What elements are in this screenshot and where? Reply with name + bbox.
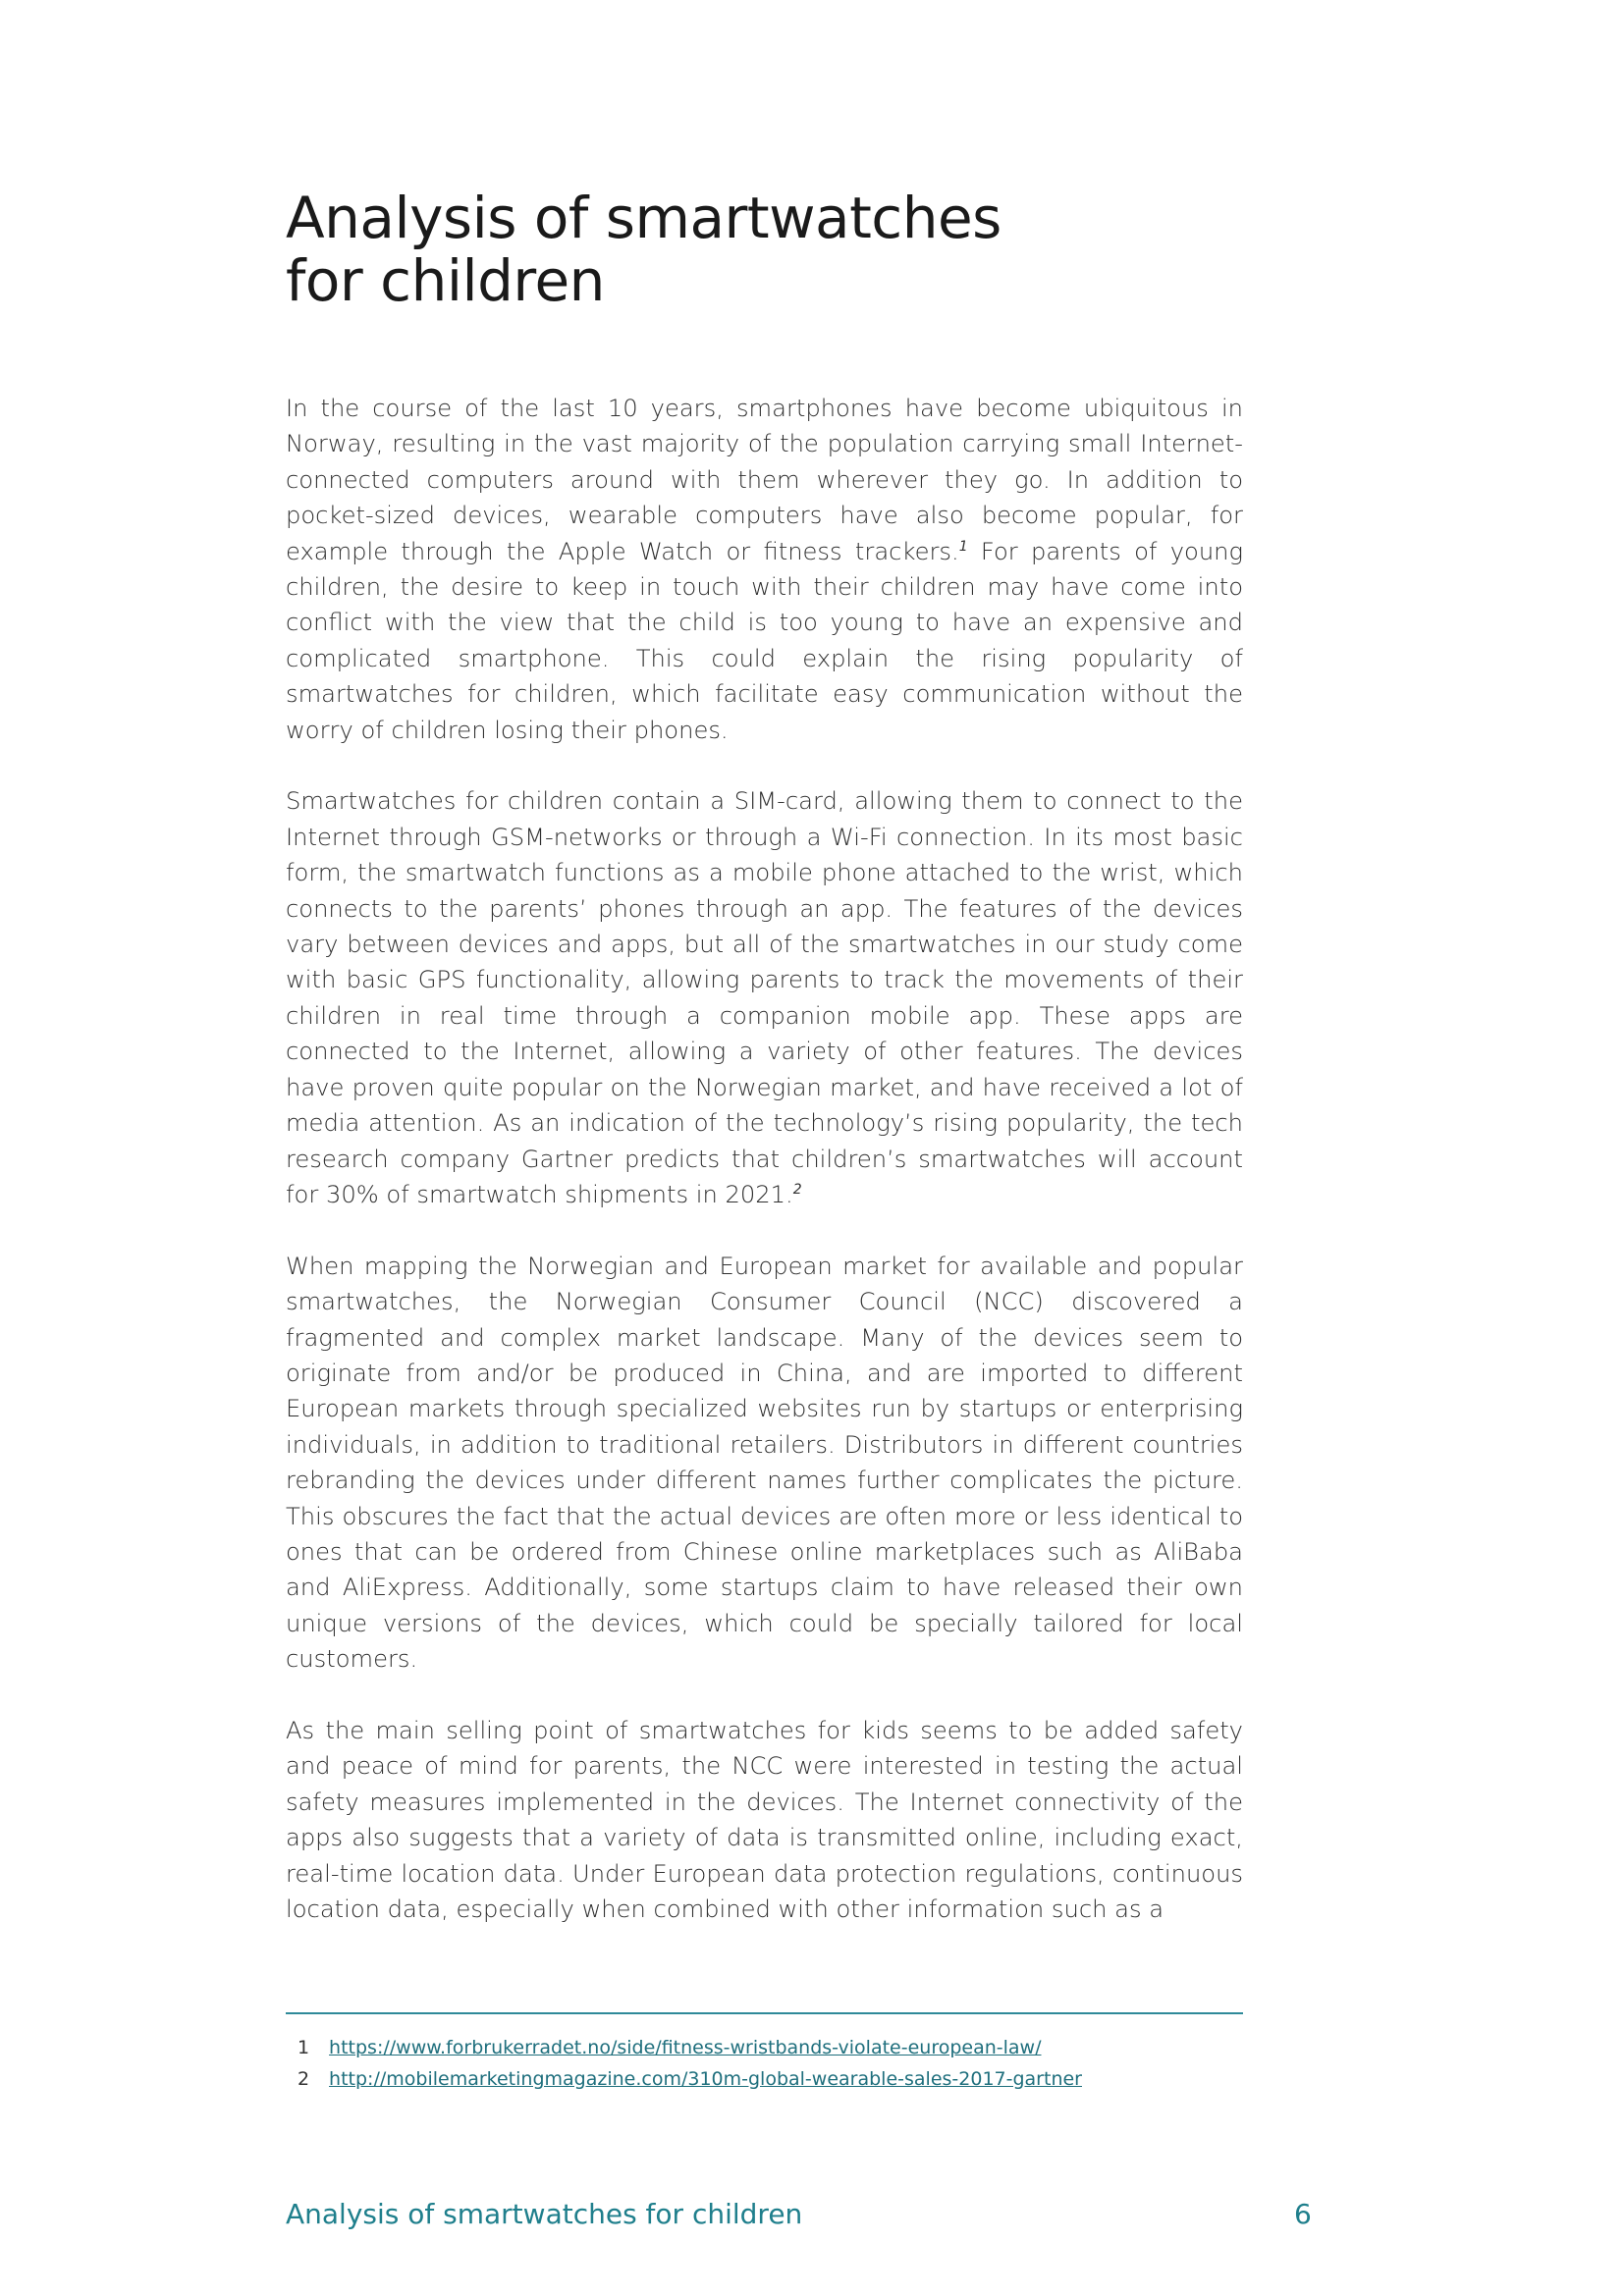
- paragraph-1-text-b: For parents of young children, the desire to keep in touch with their children may have come into conflict with the view that the child is too young to have an expensive and complicated smartphone. This could explain the rising popularity of smartwatches for children, which facilitate easy communication without the worry of children losing their phones.: [286, 537, 1243, 744]
- footnote-link-1[interactable]: https://www.forbrukerradet.no/side/fitness-wristbands-violate-european-law/: [329, 2037, 1042, 2058]
- footnote-1: [298, 2032, 1240, 2063]
- paragraph-4: As the main selling point of smartwatches for kids seems to be added safety and peace of mind for parents, the NCC were interested in testing the actual safety measures implemented in the devices. The Internet connectivity of the apps also suggests that a variety of data is transmitted online, including exact, real-time location data. Under European data protection regulations, continuous location data, especially when combined with other information such as a: [286, 1716, 1243, 1924]
- footnote-ref-1: 1: [958, 538, 968, 555]
- page-title-line-1: Analysis of smartwatches: [286, 185, 1001, 251]
- page-number: 6: [1294, 2198, 1312, 2230]
- paragraph-2-text: Smartwatches for children contain a SIM-card, allowing them to connect to the Internet through GSM-networks or through a Wi-Fi connection. In its most basic form, the smartwatch functions as a mobile phone attached to the wrist, which connects to the parents’ phones through an app. The features of the devices vary between devices and apps, but all of the smartwatches in our study come with basic GPS functionality, allowing parents to track the movements of their children in real time through a companion mobile app. These apps are connected to the Internet, allowing a variety of other features. The devices have proven quite popular on the Norwegian market, and have received a lot of media attention. As an indication of the technology’s rising popularity, the tech research company Gartner predicts that children’s smartwatches will account for 30% of smartwatch shipments in 2021.: [286, 787, 1243, 1208]
- footnote-number: 2: [298, 2068, 310, 2090]
- paragraph-1-text-a: In the course of the last 10 years, smartphones have become ubiquitous in Norway, resulting in the vast majority of the population carrying small Internet-connected computers around with them wherever they go. In addition to pocket-sized devices, wearable computers have also become popular, for example through the Apple Watch or fitness trackers.: [286, 395, 1243, 565]
- footnote-divider: [286, 2012, 1243, 2014]
- footnote-ref-2: 2: [792, 1181, 802, 1198]
- page-title-line-2: for children: [286, 247, 605, 314]
- footnote-number: 1: [298, 2037, 310, 2058]
- page-title: [286, 187, 1169, 312]
- footnotes: [298, 2032, 1240, 2095]
- paragraph-3: When mapping the Norwegian and European market for available and popular smartwatches, the Norwegian Consumer Council (NCC) discovered a fragmented and complex market landscape. Many of the devices seem to originate from and/or be produced in China, and are imported to different European markets through specialized websites run by startups or enterprising individuals, in addition to traditional retailers. Distributors in different countries rebranding the devices under different names further complicates the picture. This obscures the fact that the actual devices are often more or less identical to ones that can be ordered from Chinese online marketplaces such as AliBaba and AliExpress. Additionally, some startups claim to have released their own unique versions of the devices, which could be specially tailored for local customers.: [286, 1252, 1243, 1674]
- body-text: [286, 391, 1243, 1963]
- footer-title: Analysis of smartwatches for children: [286, 2198, 803, 2230]
- footnote-link-2[interactable]: http://mobilemarketingmagazine.com/310m-global-wearable-sales-2017-gartner: [329, 2068, 1082, 2090]
- footnote-2: [298, 2063, 1240, 2095]
- paragraph-1: [286, 391, 1243, 748]
- paragraph-2: [286, 783, 1243, 1212]
